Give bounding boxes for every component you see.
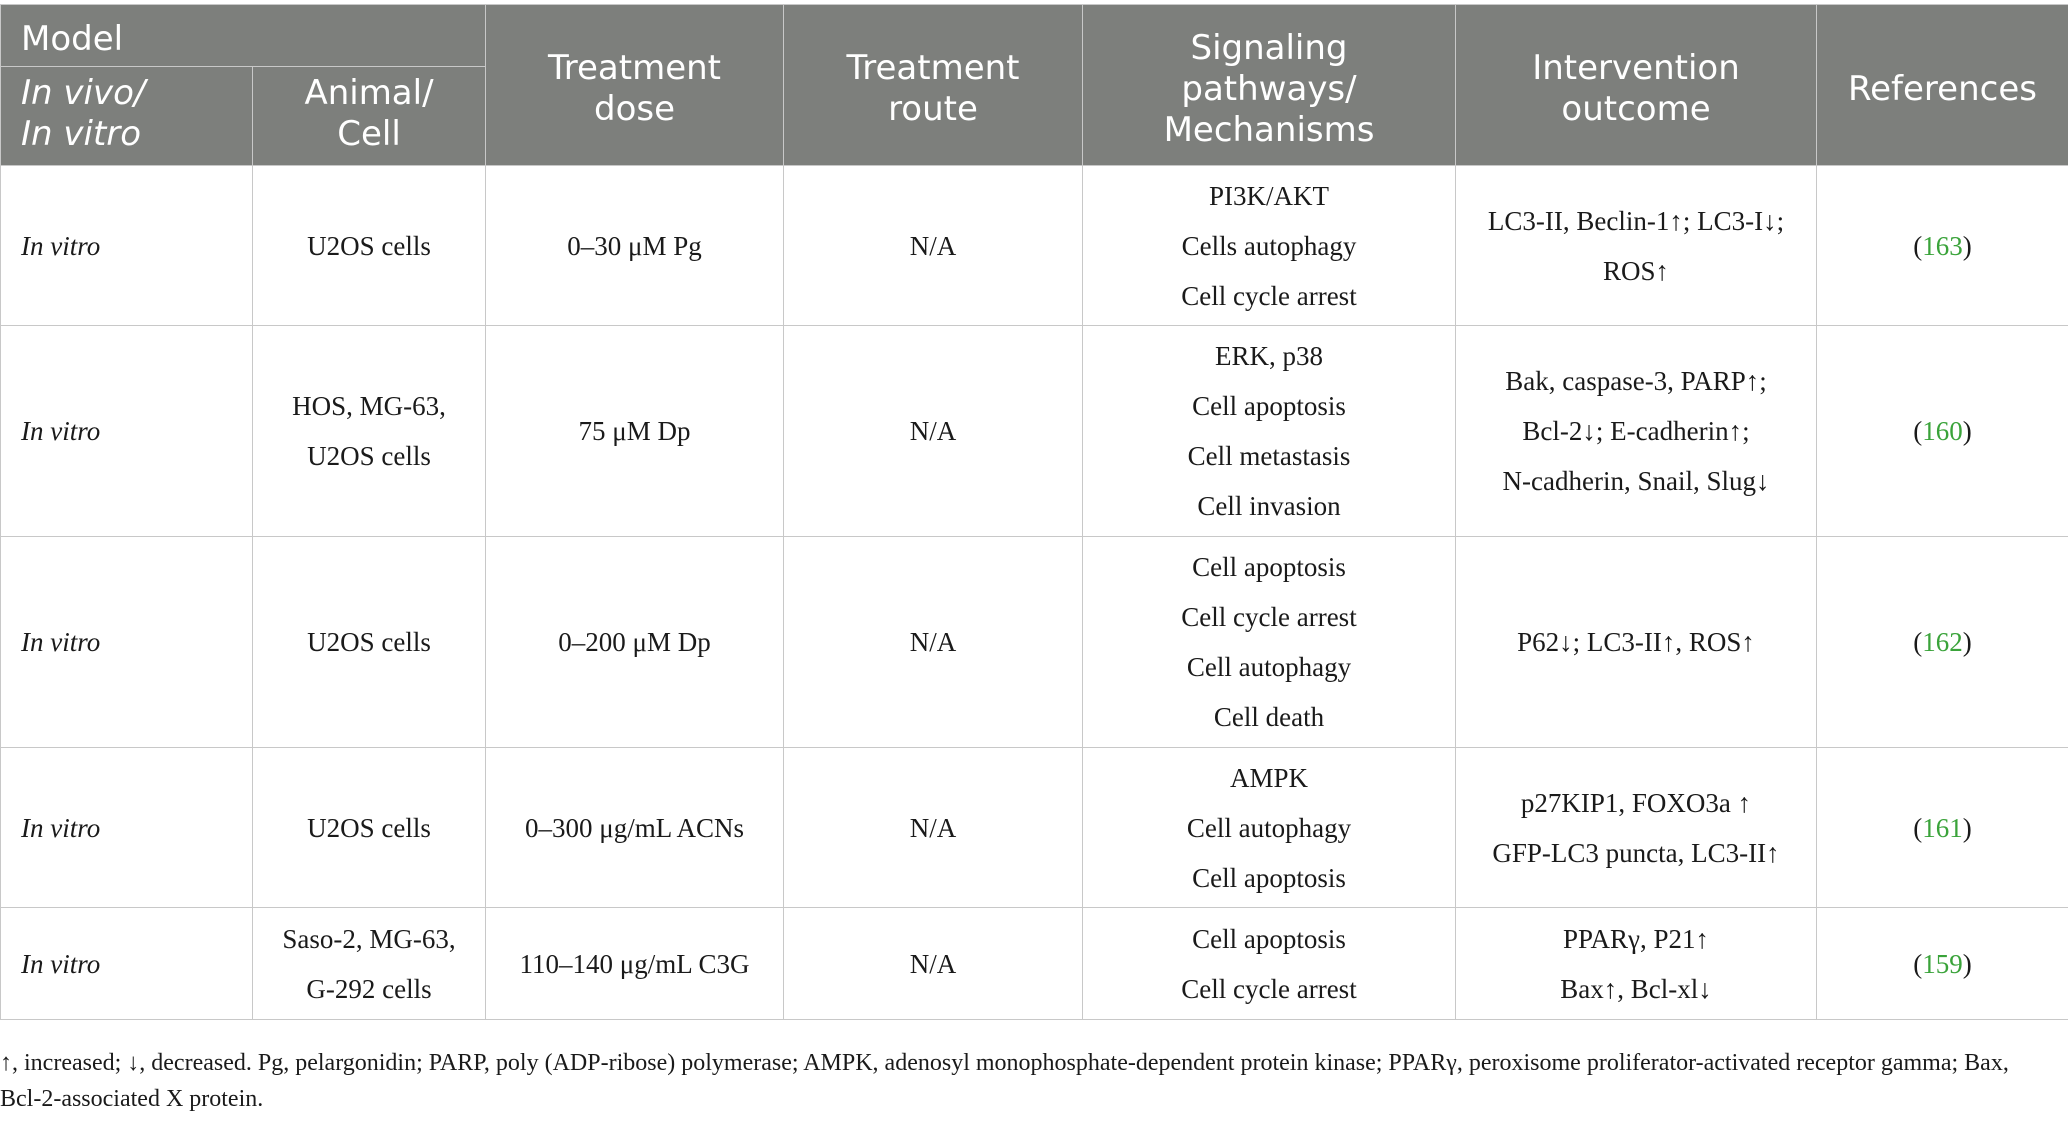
cell-dose: 0–30 μM Pg [486, 166, 784, 326]
ref-paren-open: ( [1913, 230, 1923, 261]
cell-line: U2OS cells [307, 812, 431, 843]
cell-pathways [1083, 537, 1456, 748]
cell-outcome [1456, 908, 1817, 1020]
header-signaling-pathways [1083, 5, 1456, 166]
cell-outcome [1456, 166, 1817, 326]
outcome-line: P62↓; LC3-II↑, ROS↑ [1517, 627, 1755, 657]
outcome-line: PPARγ, P21↑ [1562, 923, 1709, 954]
outcome-line: ROS↑ [1602, 255, 1670, 286]
reference-link[interactable]: 162 [1922, 627, 1963, 657]
pathway-item: Cell apoptosis [1192, 862, 1346, 893]
cell-outcome [1456, 326, 1817, 537]
cell-model: In vitro [1, 166, 253, 326]
cell-outcome [1456, 537, 1817, 748]
outcome-line: Bcl-2↓; E-cadherin↑; [1522, 416, 1750, 446]
header-treatment-dose-line-2: dose [593, 89, 675, 129]
cell-line: HOS, MG-63, [292, 391, 446, 421]
table-footnote: ↑, increased; ↓, decreased. Pg, pelargonidin; PARP, poly (ADP-ribose) polymerase; AMPK, adenosyl monophosphate-dependent protein kinase; PPARγ, peroxisome proliferator-activated receptor gamma; Bax, Bcl-2-associated X protein. [0, 1050, 2009, 1112]
cell-route: N/A [784, 537, 1083, 748]
table-body [1, 166, 2068, 1020]
cell-route: N/A [784, 166, 1083, 326]
ref-paren-close: ) [1962, 627, 1972, 657]
header-model: Model [1, 5, 486, 67]
pathway-item: Cell cycle arrest [1181, 280, 1357, 311]
ref-paren-open: ( [1913, 416, 1923, 446]
pathway-item: AMPK [1229, 762, 1309, 793]
pathway-item: Cell apoptosis [1192, 923, 1346, 954]
cell-animal-cell [253, 908, 486, 1020]
outcome-line: Bax↑, Bcl-xl↓ [1560, 973, 1712, 1004]
header-in-vivo-line: In vivo/ [21, 73, 146, 113]
pathway-item: Cell metastasis [1187, 441, 1351, 471]
cell-pathways [1083, 908, 1456, 1020]
outcome-line: GFP-LC3 puncta, LC3-II↑ [1492, 837, 1780, 868]
pathway-item: Cell autophagy [1186, 812, 1352, 843]
cell-reference [1817, 326, 2068, 537]
cell-route: N/A [784, 908, 1083, 1020]
cell-pathways [1083, 326, 1456, 537]
header-intervention-outcome [1456, 5, 1817, 166]
cell-dose: 0–200 μM Dp [486, 537, 784, 748]
table-row [1, 326, 2068, 537]
reference-link[interactable]: 163 [1922, 230, 1963, 261]
cell-route: N/A [784, 748, 1083, 908]
header-in-vivo-in-vitro [1, 67, 253, 166]
header-references: References [1817, 5, 2068, 166]
cell-animal-cell [253, 326, 486, 537]
cell-pathways [1083, 748, 1456, 908]
cell-pathways [1083, 166, 1456, 326]
header-treatment-dose [486, 5, 784, 166]
cell-animal-cell [253, 537, 486, 748]
header-outcome-line-2: outcome [1561, 89, 1711, 129]
ref-paren-close: ) [1962, 812, 1972, 843]
cell-route: N/A [784, 326, 1083, 537]
cell-line: Saso-2, MG-63, [282, 923, 456, 954]
pathway-item: Cell cycle arrest [1181, 602, 1357, 632]
header-treatment-dose-line-1: Treatment [547, 48, 721, 88]
cell-reference [1817, 748, 2068, 908]
header-outcome-line-1: Intervention [1532, 48, 1740, 88]
cell-line: U2OS cells [307, 441, 431, 471]
cell-dose: 0–300 μg/mL ACNs [486, 748, 784, 908]
outcome-line: LC3-II, Beclin-1↑; LC3-I↓; [1487, 205, 1785, 236]
pathway-item: Cell autophagy [1186, 652, 1352, 682]
outcome-line: Bak, caspase-3, PARP↑; [1505, 366, 1767, 396]
header-treatment-route-line-1: Treatment [846, 48, 1020, 88]
header-treatment-route-line-2: route [888, 89, 978, 129]
cell-model: In vitro [1, 537, 253, 748]
table-row [1, 166, 2068, 326]
pathway-item: Cell cycle arrest [1181, 973, 1357, 1004]
cell-reference [1817, 908, 2068, 1020]
cell-model: In vitro [1, 326, 253, 537]
header-row-1 [1, 5, 2068, 67]
header-animal-line: Animal/ [304, 73, 434, 113]
header-signaling-line-2: pathways/ [1181, 68, 1357, 109]
ref-paren-close: ) [1962, 948, 1972, 979]
ref-paren-close: ) [1962, 230, 1972, 261]
ref-paren-open: ( [1913, 627, 1923, 657]
table-container [0, 4, 2068, 1020]
header-cell-line: Cell [337, 114, 401, 154]
pathway-item: ERK, p38 [1215, 341, 1323, 371]
cell-model: In vitro [1, 748, 253, 908]
ref-paren-open: ( [1913, 948, 1923, 979]
ref-paren-close: ) [1962, 416, 1972, 446]
header-animal-cell [253, 67, 486, 166]
cell-outcome [1456, 748, 1817, 908]
header-treatment-route [784, 5, 1083, 166]
table-row [1, 908, 2068, 1020]
pathway-item: Cell death [1213, 702, 1325, 732]
pathway-item: Cells autophagy [1181, 230, 1357, 261]
outcome-line: p27KIP1, FOXO3a ↑ [1520, 787, 1752, 818]
header-signaling-line-3: Mechanisms [1163, 109, 1375, 150]
cell-animal-cell [253, 748, 486, 908]
outcome-line: N-cadherin, Snail, Slug↓ [1502, 466, 1770, 496]
header-signaling-line-1: Signaling [1190, 27, 1348, 68]
cell-line: G-292 cells [306, 973, 432, 1004]
reference-link[interactable]: 161 [1922, 812, 1963, 843]
pathway-item: Cell apoptosis [1192, 391, 1346, 421]
cell-reference [1817, 537, 2068, 748]
cell-model: In vitro [1, 908, 253, 1020]
pathway-item: Cell apoptosis [1192, 552, 1346, 582]
cell-line: U2OS cells [307, 230, 431, 261]
table-row [1, 537, 2068, 748]
reference-link[interactable]: 160 [1922, 416, 1963, 446]
cell-dose: 75 μM Dp [486, 326, 784, 537]
cell-line: U2OS cells [307, 627, 431, 657]
header-in-vitro-line: In vitro [21, 114, 142, 154]
pathway-item: Cell invasion [1197, 491, 1341, 521]
cell-animal-cell [253, 166, 486, 326]
table-row [1, 748, 2068, 908]
cell-dose: 110–140 μg/mL C3G [486, 908, 784, 1020]
reference-link[interactable]: 159 [1922, 948, 1963, 979]
pathway-item: PI3K/AKT [1209, 180, 1329, 211]
data-table [0, 4, 2068, 1020]
cell-reference [1817, 166, 2068, 326]
table-header [1, 5, 2068, 166]
ref-paren-open: ( [1913, 812, 1923, 843]
